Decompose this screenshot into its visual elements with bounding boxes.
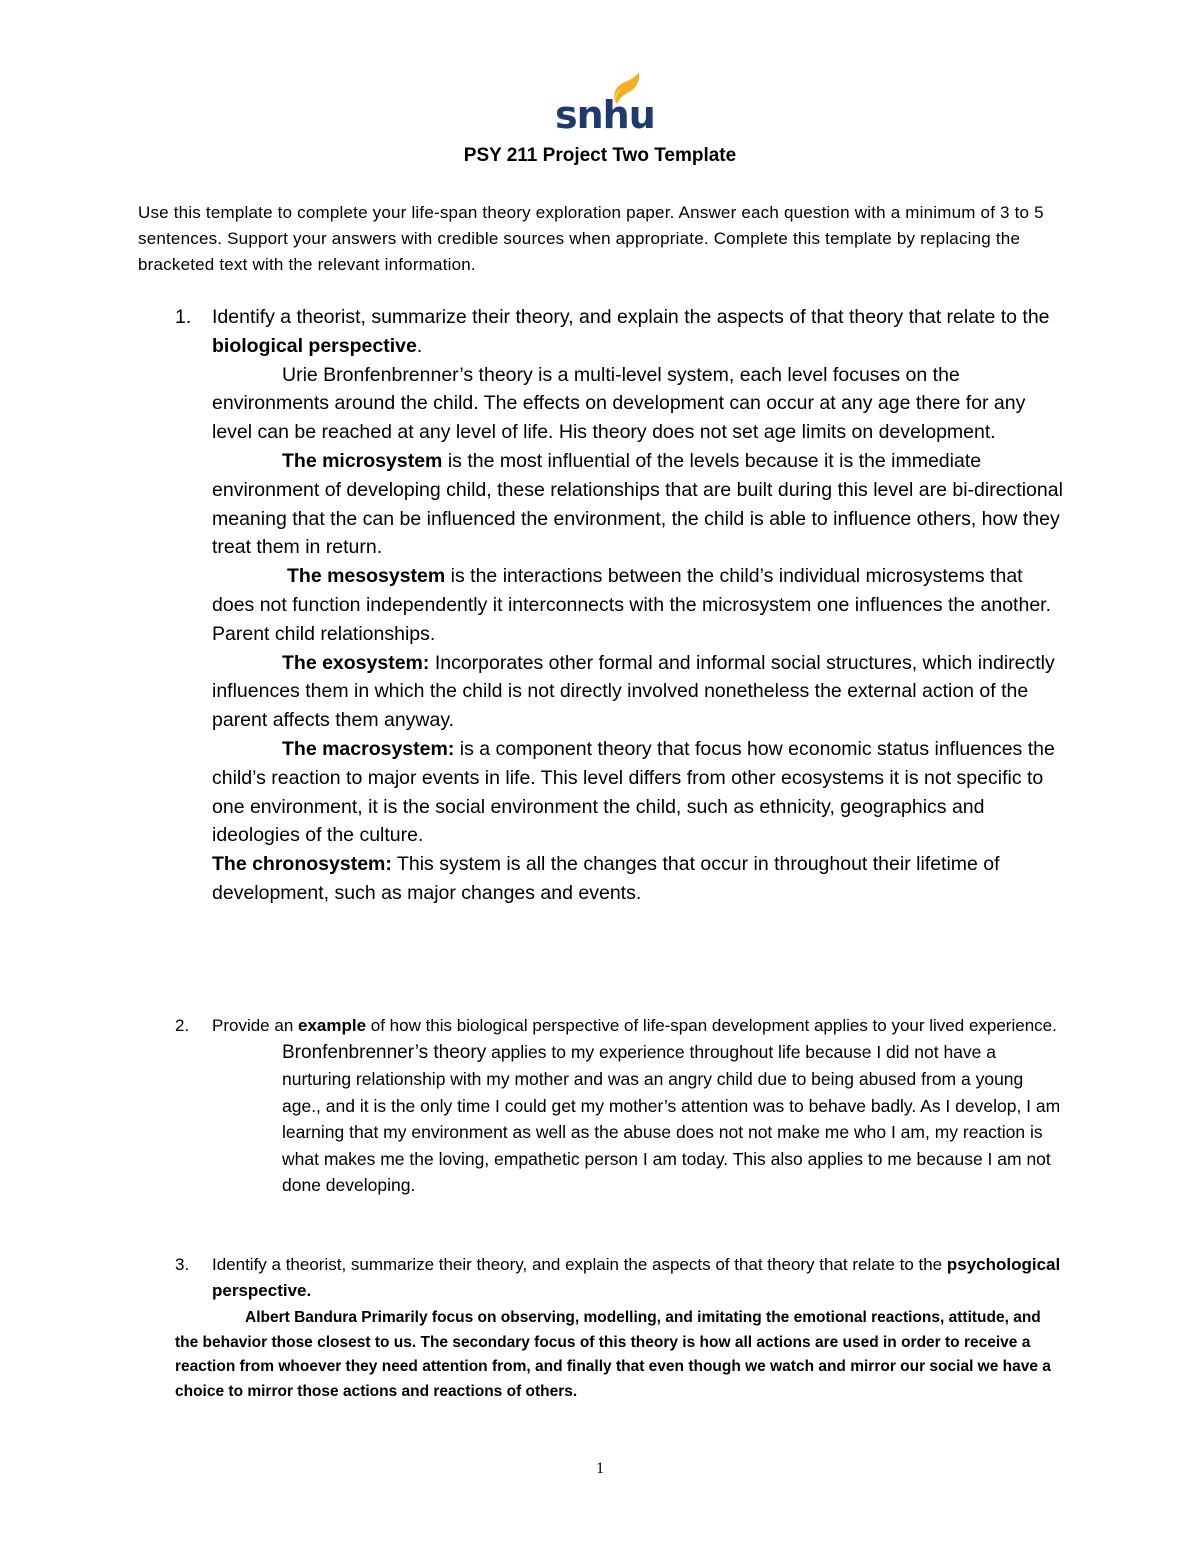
question-number: 3.: [175, 1255, 190, 1274]
question-prompt: Provide an example of how this biological perspective of life-span development applies to your lived experience.: [212, 1016, 1057, 1035]
question-3: [175, 1252, 1065, 1304]
page-number: 1: [596, 1460, 604, 1477]
answer-paragraph-microsystem: The microsystem is the most influential of the levels because it is the immediate environment of developing child, these relationships that are built during this level are bi-directional meaning that the can be influenced the environment, the child is able to influence others, how they treat them in return.: [212, 449, 1063, 559]
answer-paragraph-chronosystem: The chronosystem: This system is all the changes that occur in throughout their lifetime of development, such as major changes and events.: [212, 853, 1000, 904]
question-number: 1.: [175, 306, 192, 328]
snhu-logo: [555, 72, 655, 137]
document-title: PSY 211 Project Two Template: [463, 145, 737, 166]
question-1: [175, 303, 1065, 908]
intro-paragraph: Use this template to complete your life-span theory exploration paper. Answer each question with a minimum of 3 to 5 sentences. Support your answers with credible sources when appropriate. Complete this template by replacing the bracketed text with the relevant information.: [138, 203, 1044, 274]
question-2: [175, 1013, 1065, 1198]
logo-wordmark: snhu: [555, 93, 655, 137]
answer-paragraph-macrosystem: The macrosystem: is a component theory that focus how economic status influences the child’s reaction to major events in life. This level differs from other ecosystems it is not specific to one environment, it is the social environment the child, such as ethnicity, geographics and ideologies of the culture.: [212, 737, 1055, 847]
answer-paragraph-mesosystem: The mesosystem is the interactions between the child’s individual microsystems that does not function independently it interconnects with the microsystem one influences the another. Parent child relationships.: [212, 565, 1052, 645]
answer-paragraph-exosystem: The exosystem: Incorporates other formal and informal social structures, which indirectly influences them in which the child is not directly involved nonetheless the external action of the parent affects them anyway.: [212, 651, 1055, 732]
question-number: 2.: [175, 1016, 190, 1035]
question-prompt: Identify a theorist, summarize their theory, and explain the aspects of that theory that relate to the biological perspective.: [212, 306, 1050, 357]
answer-paragraph: Urie Bronfenbrenner’s theory is a multi-level system, each level focuses on the environments around the child. The effects on development can occur at any age there for any level can be reached at any level of life. His theory does not set age limits on development.: [212, 363, 1026, 444]
answer-paragraph-q3: Albert Bandura Primarily focus on observing, modelling, and imitating the emotional reactions, attitude, and the behavior those closest to us. The secondary focus of this theory is how all actions are used in order to receive a reaction from whoever they need attention from, and finally that even though we watch and mirror our social we have a choice to mirror those actions and reactions of others.: [175, 1309, 1051, 1400]
question-prompt: Identify a theorist, summarize their theory, and explain the aspects of that theory that relate to the psychological perspective.: [212, 1255, 1061, 1300]
answer-paragraph: Bronfenbrenner’s theory applies to my experience throughout life because I did not have a nurturing relationship with my mother and was an angry child due to being abused from a young age., and it is the only time I could get my mother’s attention was to behave badly. As I develop, I am learning that my environment as well as the abuse does not not make me who I am, my reaction is what makes me the loving, empathetic person I am today. This also applies to me because I am not done developing.: [282, 1042, 1061, 1196]
